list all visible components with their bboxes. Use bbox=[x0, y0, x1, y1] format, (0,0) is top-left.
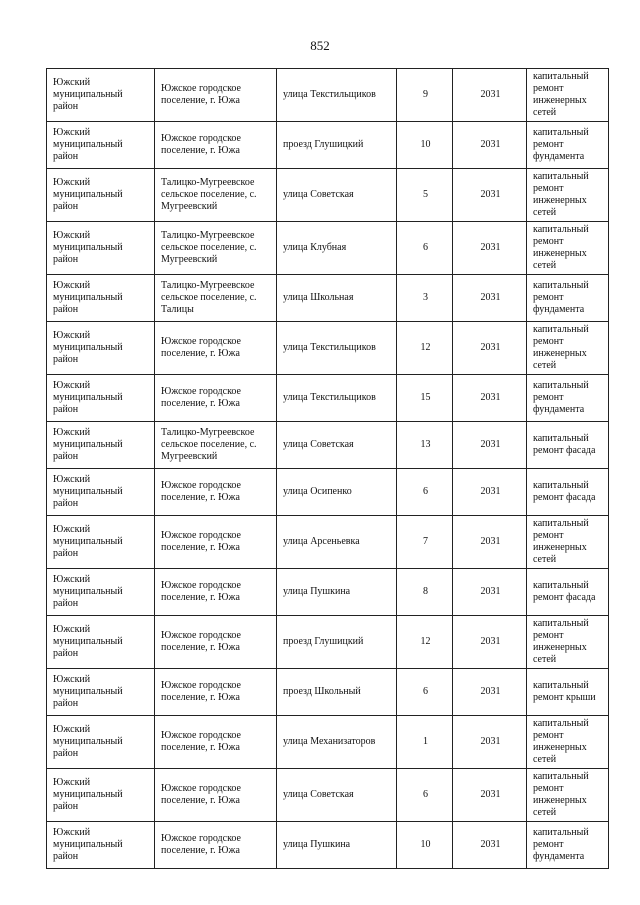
cell-year: 2031 bbox=[453, 222, 527, 275]
cell-house-number: 9 bbox=[397, 69, 453, 122]
cell-house-number: 6 bbox=[397, 769, 453, 822]
cell-street: улица Пушкина bbox=[277, 569, 397, 616]
cell-year: 2031 bbox=[453, 616, 527, 669]
cell-district: Южский муниципальный район bbox=[47, 422, 155, 469]
cell-settlement: Южское городское поселение, г. Южа bbox=[155, 516, 277, 569]
cell-house-number: 10 bbox=[397, 122, 453, 169]
cell-settlement: Южское городское поселение, г. Южа bbox=[155, 569, 277, 616]
cell-house-number: 6 bbox=[397, 222, 453, 275]
cell-settlement: Талицко-Мугреевское сельское поселение, с. Мугреевский bbox=[155, 422, 277, 469]
page-number: 852 bbox=[310, 38, 330, 53]
cell-year: 2031 bbox=[453, 716, 527, 769]
cell-work-type: капитальный ремонт инженерных сетей bbox=[527, 716, 609, 769]
cell-street: улица Арсеньевка bbox=[277, 516, 397, 569]
cell-district: Южский муниципальный район bbox=[47, 716, 155, 769]
repair-schedule-table bbox=[46, 68, 609, 869]
table-row bbox=[47, 669, 609, 716]
table-row bbox=[47, 616, 609, 669]
cell-year: 2031 bbox=[453, 469, 527, 516]
cell-work-type: капитальный ремонт фасада bbox=[527, 469, 609, 516]
cell-settlement: Южское городское поселение, г. Южа bbox=[155, 69, 277, 122]
cell-settlement: Южское городское поселение, г. Южа bbox=[155, 769, 277, 822]
cell-year: 2031 bbox=[453, 122, 527, 169]
cell-street: улица Школьная bbox=[277, 275, 397, 322]
cell-work-type: капитальный ремонт фасада bbox=[527, 422, 609, 469]
cell-district: Южский муниципальный район bbox=[47, 616, 155, 669]
cell-house-number: 10 bbox=[397, 822, 453, 869]
cell-district: Южский муниципальный район bbox=[47, 669, 155, 716]
cell-house-number: 3 bbox=[397, 275, 453, 322]
cell-district: Южский муниципальный район bbox=[47, 169, 155, 222]
cell-house-number: 12 bbox=[397, 616, 453, 669]
cell-district: Южский муниципальный район bbox=[47, 822, 155, 869]
cell-house-number: 13 bbox=[397, 422, 453, 469]
cell-work-type: капитальный ремонт фундамента bbox=[527, 375, 609, 422]
table-row bbox=[47, 822, 609, 869]
cell-street: улица Советская bbox=[277, 422, 397, 469]
cell-settlement: Южское городское поселение, г. Южа bbox=[155, 469, 277, 516]
cell-year: 2031 bbox=[453, 275, 527, 322]
cell-street: проезд Школьный bbox=[277, 669, 397, 716]
cell-house-number: 5 bbox=[397, 169, 453, 222]
cell-district: Южский муниципальный район bbox=[47, 69, 155, 122]
cell-year: 2031 bbox=[453, 669, 527, 716]
cell-street: улица Текстильщиков bbox=[277, 69, 397, 122]
cell-district: Южский муниципальный район bbox=[47, 469, 155, 516]
cell-work-type: капитальный ремонт инженерных сетей bbox=[527, 169, 609, 222]
table-row bbox=[47, 375, 609, 422]
cell-settlement: Талицко-Мугреевское сельское поселение, с. Мугреевский bbox=[155, 222, 277, 275]
cell-settlement: Южское городское поселение, г. Южа bbox=[155, 322, 277, 375]
cell-year: 2031 bbox=[453, 422, 527, 469]
table-row bbox=[47, 322, 609, 375]
table-body bbox=[47, 69, 609, 869]
cell-street: улица Текстильщиков bbox=[277, 322, 397, 375]
table-row bbox=[47, 516, 609, 569]
cell-district: Южский муниципальный район bbox=[47, 769, 155, 822]
cell-year: 2031 bbox=[453, 375, 527, 422]
cell-district: Южский муниципальный район bbox=[47, 322, 155, 375]
table-row bbox=[47, 569, 609, 616]
cell-street: улица Механизаторов bbox=[277, 716, 397, 769]
cell-work-type: капитальный ремонт инженерных сетей bbox=[527, 616, 609, 669]
cell-district: Южский муниципальный район bbox=[47, 222, 155, 275]
table-row bbox=[47, 69, 609, 122]
cell-settlement: Южское городское поселение, г. Южа bbox=[155, 822, 277, 869]
cell-work-type: капитальный ремонт инженерных сетей bbox=[527, 769, 609, 822]
cell-street: проезд Глушицкий bbox=[277, 616, 397, 669]
cell-house-number: 7 bbox=[397, 516, 453, 569]
cell-year: 2031 bbox=[453, 769, 527, 822]
table-row bbox=[47, 169, 609, 222]
cell-year: 2031 bbox=[453, 516, 527, 569]
cell-street: улица Текстильщиков bbox=[277, 375, 397, 422]
table-row bbox=[47, 275, 609, 322]
cell-work-type: капитальный ремонт инженерных сетей bbox=[527, 322, 609, 375]
cell-work-type: капитальный ремонт фундамента bbox=[527, 122, 609, 169]
cell-street: улица Осипенко bbox=[277, 469, 397, 516]
cell-street: улица Клубная bbox=[277, 222, 397, 275]
cell-house-number: 15 bbox=[397, 375, 453, 422]
cell-street: проезд Глушицкий bbox=[277, 122, 397, 169]
cell-district: Южский муниципальный район bbox=[47, 375, 155, 422]
table-row bbox=[47, 769, 609, 822]
cell-street: улица Советская bbox=[277, 169, 397, 222]
cell-work-type: капитальный ремонт фундамента bbox=[527, 275, 609, 322]
cell-settlement: Талицко-Мугреевское сельское поселение, с. Мугреевский bbox=[155, 169, 277, 222]
cell-work-type: капитальный ремонт крыши bbox=[527, 669, 609, 716]
cell-year: 2031 bbox=[453, 569, 527, 616]
cell-work-type: капитальный ремонт инженерных сетей bbox=[527, 69, 609, 122]
cell-year: 2031 bbox=[453, 69, 527, 122]
cell-work-type: капитальный ремонт фасада bbox=[527, 569, 609, 616]
cell-settlement: Южское городское поселение, г. Южа bbox=[155, 375, 277, 422]
cell-year: 2031 bbox=[453, 822, 527, 869]
cell-work-type: капитальный ремонт фундамента bbox=[527, 822, 609, 869]
cell-district: Южский муниципальный район bbox=[47, 569, 155, 616]
table-row bbox=[47, 716, 609, 769]
cell-street: улица Советская bbox=[277, 769, 397, 822]
cell-house-number: 6 bbox=[397, 469, 453, 516]
cell-house-number: 1 bbox=[397, 716, 453, 769]
table-row bbox=[47, 469, 609, 516]
cell-house-number: 6 bbox=[397, 669, 453, 716]
cell-settlement: Южское городское поселение, г. Южа bbox=[155, 616, 277, 669]
table-row bbox=[47, 222, 609, 275]
table-row bbox=[47, 422, 609, 469]
cell-settlement: Южское городское поселение, г. Южа bbox=[155, 669, 277, 716]
cell-house-number: 8 bbox=[397, 569, 453, 616]
cell-work-type: капитальный ремонт инженерных сетей bbox=[527, 516, 609, 569]
cell-settlement: Южское городское поселение, г. Южа bbox=[155, 716, 277, 769]
cell-house-number: 12 bbox=[397, 322, 453, 375]
cell-street: улица Пушкина bbox=[277, 822, 397, 869]
cell-district: Южский муниципальный район bbox=[47, 275, 155, 322]
cell-year: 2031 bbox=[453, 322, 527, 375]
cell-work-type: капитальный ремонт инженерных сетей bbox=[527, 222, 609, 275]
cell-settlement: Южское городское поселение, г. Южа bbox=[155, 122, 277, 169]
cell-year: 2031 bbox=[453, 169, 527, 222]
cell-settlement: Талицко-Мугреевское сельское поселение, с. Талицы bbox=[155, 275, 277, 322]
cell-district: Южский муниципальный район bbox=[47, 516, 155, 569]
cell-district: Южский муниципальный район bbox=[47, 122, 155, 169]
table-row bbox=[47, 122, 609, 169]
